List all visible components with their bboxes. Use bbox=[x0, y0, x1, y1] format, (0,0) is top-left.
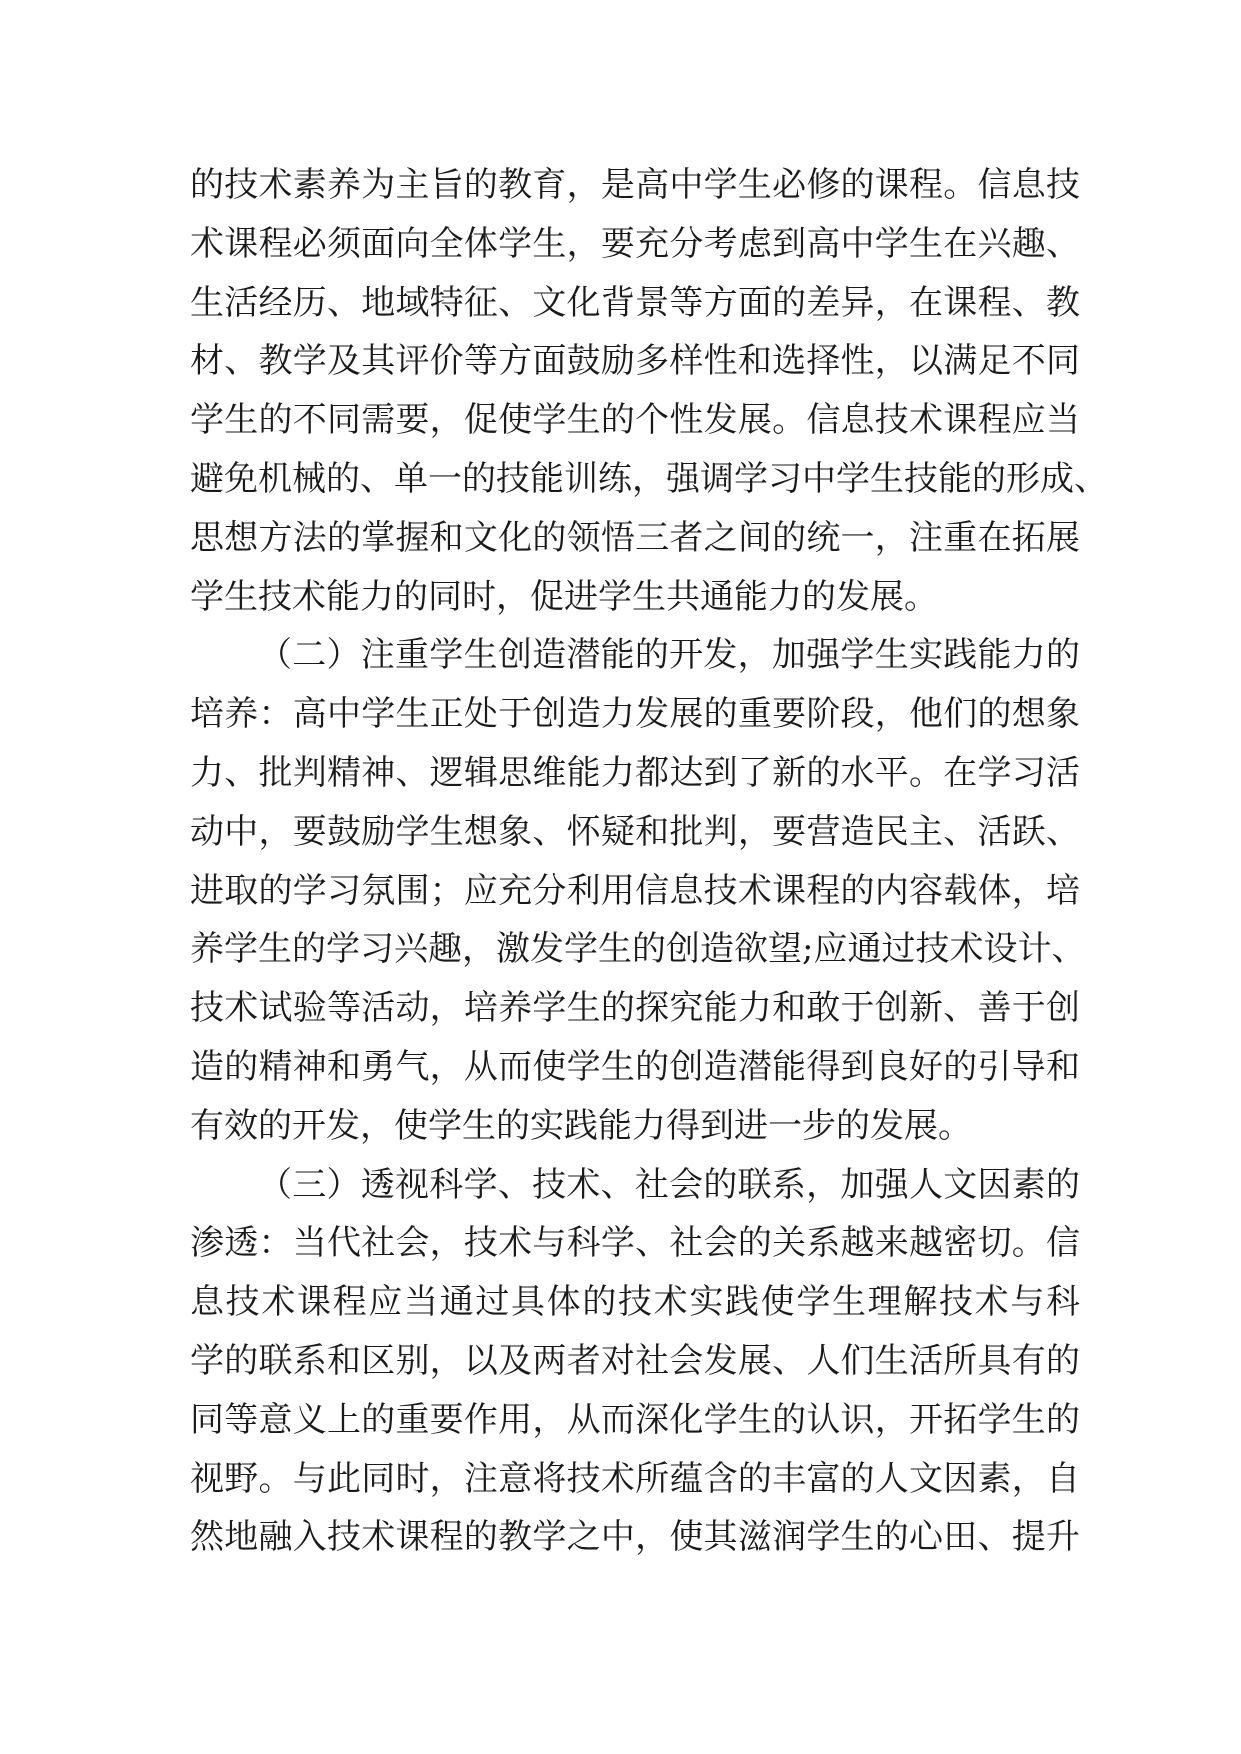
text-line: 培养：高中学生正处于创造力发展的重要阶段，他们的想象 bbox=[190, 694, 1080, 735]
text-line: 力、批判精神、逻辑思维能力都达到了新的水平。在学习活 bbox=[190, 752, 1080, 793]
text-line: 养学生的学习兴趣，激发学生的创造欲望;应通过技术设计、 bbox=[190, 929, 1086, 970]
text-line: 技术试验等活动，培养学生的探究能力和敢于创新、善于创 bbox=[190, 988, 1080, 1029]
text-line: 避免机械的、单一的技能训练，强调学习中学生技能的形成、 bbox=[190, 458, 1108, 499]
text-line: 术课程必须面向全体学生，要充分考虑到高中学生在兴趣、 bbox=[190, 223, 1080, 264]
text-line: 学生技术能力的同时，促进学生共通能力的发展。 bbox=[190, 576, 938, 617]
text-line: 生活经历、地域特征、文化背景等方面的差异，在课程、教 bbox=[190, 282, 1080, 323]
text-line: 然地融入技术课程的教学之中，使其滋润学生的心田、提升 bbox=[190, 1517, 1080, 1558]
document-body bbox=[190, 156, 1108, 1567]
text-line: 学的联系和区别，以及两者对社会发展、人们生活所具有的 bbox=[190, 1340, 1080, 1381]
text-line: 动中，要鼓励学生想象、怀疑和批判，要营造民主、活跃、 bbox=[190, 811, 1080, 852]
text-line: 同等意义上的重要作用，从而深化学生的认识，开拓学生的 bbox=[190, 1399, 1080, 1440]
text-line: 有效的开发，使学生的实践能力得到进一步的发展。 bbox=[190, 1105, 972, 1146]
text-line: 造的精神和勇气，从而使学生的创造潜能得到良好的引导和 bbox=[190, 1046, 1080, 1087]
text-line: 材、教学及其评价等方面鼓励多样性和选择性，以满足不同 bbox=[190, 341, 1080, 382]
text-line: 息技术课程应当通过具体的技术实践使学生理解技术与科 bbox=[190, 1282, 1080, 1323]
text-line: 思想方法的掌握和文化的领悟三者之间的统一，注重在拓展 bbox=[190, 517, 1080, 558]
text-line: 视野。与此同时，注意将技术所蕴含的丰富的人文因素，自 bbox=[190, 1458, 1080, 1499]
text-line: （二）注重学生创造潜能的开发，加强学生实践能力的 bbox=[258, 635, 1080, 676]
text-line: 渗透：当代社会，技术与科学、社会的关系越来越密切。信 bbox=[190, 1223, 1080, 1264]
text-line: （三）透视科学、技术、社会的联系，加强人文因素的 bbox=[258, 1164, 1080, 1205]
text-line: 学生的不同需要，促使学生的个性发展。信息技术课程应当 bbox=[190, 400, 1080, 441]
text-line: 进取的学习氛围；应充分利用信息技术课程的内容载体，培 bbox=[190, 870, 1080, 911]
text-line: 的技术素养为主旨的教育，是高中学生必修的课程。信息技 bbox=[190, 165, 1080, 205]
